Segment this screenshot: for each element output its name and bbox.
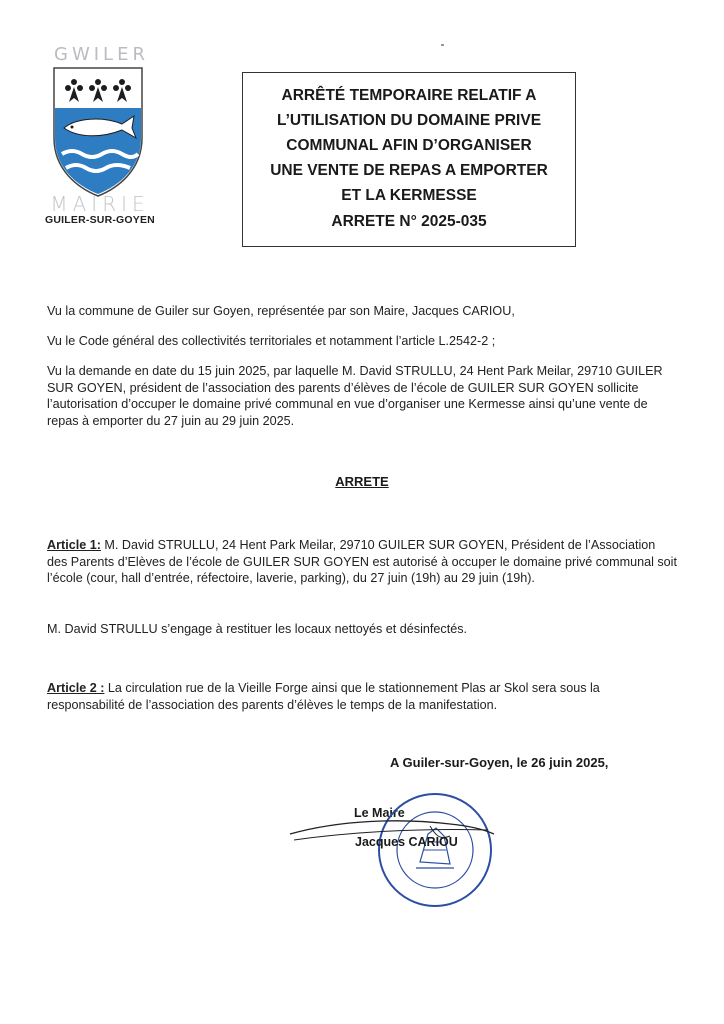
town-logo [44, 44, 154, 234]
logo-mairie-text: MAIRIE [50, 192, 150, 216]
title-line: UNE VENTE DE REPAS A EMPORTER [270, 162, 548, 179]
article-text: La circulation rue de la Vieille Forge ainsi que le stationnement Plas ar Skol sera sous la responsabilité de l’association des parents d’élèves le temps de la manifestation. [47, 681, 600, 712]
signatory-name: Jacques CARIOU [355, 835, 458, 849]
title-line: ET LA KERMESSE [341, 187, 477, 204]
preamble-text: Vu la commune de Guiler sur Goyen, représentée par son Maire, Jacques CARIOU, [47, 304, 515, 318]
article-label: Article 2 : [47, 681, 105, 695]
logo-top-text: GWILER [54, 44, 149, 65]
preamble-paragraph [47, 363, 679, 429]
preamble-text: Vu la demande en date du 15 juin 2025, par laquelle M. David STRULLU, 24 Hent Park Meilar, 29710 GUILER SUR GOYEN, président de l’association des parents d’élèves de l’école de GUILER SUR GOYEN sollicite l’autorisation d’occuper le domaine privé communal en vue d’organiser une Kermesse ainsi qu’une vente de repas à emporter du 27 juin au 29 juin 2025. [47, 364, 663, 428]
scan-speck [441, 44, 444, 46]
coat-of-arms-icon [50, 66, 146, 198]
preamble-text: Vu le Code général des collectivités territoriales et notamment l’article L.2542-2 ; [47, 334, 496, 348]
place-and-date: A Guiler-sur-Goyen, le 26 juin 2025, [390, 755, 609, 770]
article-1-followup [47, 621, 677, 638]
preamble-paragraph [47, 303, 677, 320]
article-2 [47, 680, 667, 713]
title-line: COMMUNAL AFIN D’ORGANISER [286, 137, 532, 154]
signatory-title: Le Maire [354, 806, 405, 820]
article-text: M. David STRULLU, 24 Hent Park Meilar, 29710 GUILER SUR GOYEN, Président de l’Association des Parents d’Elèves de l’école de GUILER SUR GOYEN est autorisé à occuper le domaine privé communal soit l’école (cour, hall d’entrée, réfectoire, laverie, parking), du 27 juin (19h) au 29 juin (19h). [47, 538, 677, 585]
decree-number: ARRETE N° 2025-035 [331, 213, 487, 230]
article-1 [47, 537, 679, 587]
logo-town-name: GUILER-SUR-GOYEN [45, 214, 155, 226]
section-heading: ARRETE [335, 474, 389, 489]
title-line: L’UTILISATION DU DOMAINE PRIVE [276, 112, 542, 129]
preamble-paragraph [47, 333, 677, 350]
article-text: M. David STRULLU s’engage à restituer les locaux nettoyés et désinfectés. [47, 622, 467, 636]
decree-title-box [242, 72, 576, 247]
title-line: ARRÊTÉ TEMPORAIRE RELATIF A [281, 87, 537, 104]
article-label: Article 1: [47, 538, 101, 552]
